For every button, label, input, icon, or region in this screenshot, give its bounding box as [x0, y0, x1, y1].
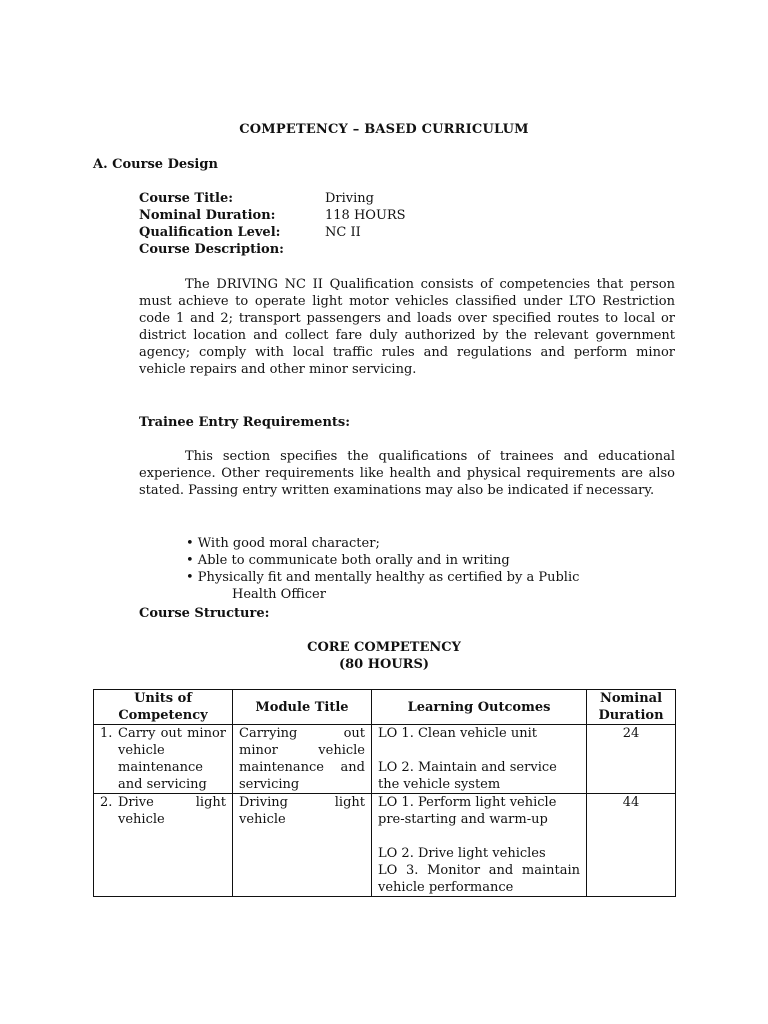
table-row	[94, 725, 676, 794]
core-competency-title: CORE COMPETENCY	[307, 640, 461, 655]
learning-outcome: LO 2. Drive light vehicles	[378, 846, 546, 861]
learning-outcome: LO 1. Perform light vehicle pre-starting and warm-up	[378, 795, 557, 827]
learning-outcomes-cell	[372, 725, 587, 794]
list-item	[186, 569, 676, 603]
learning-outcome: LO 1. Clean vehicle unit	[378, 726, 537, 741]
qualification-level-value: NC II	[325, 225, 361, 240]
list-item: • Able to communicate both orally and in writing	[186, 553, 510, 568]
core-competency-hours: (80 HOURS)	[338, 657, 430, 672]
course-structure-heading: Course Structure:	[139, 606, 270, 621]
course-title-label: Course Title:	[139, 191, 234, 206]
nominal-duration-row	[139, 207, 679, 224]
core-competency-table	[93, 689, 676, 897]
course-title-row	[139, 190, 679, 207]
trainee-entry-text: This section specifies the qualifications of trainees and educational experience. Other requirements like health and physical requirements are also stated. Passing entry written examinations may also be indicated if necessary.	[139, 449, 675, 498]
section-heading-course-design: A. Course Design	[93, 157, 218, 172]
document-title: COMPETENCY – BASED CURRICULUM	[239, 122, 529, 137]
header-units-of-competency: Units of Competency	[94, 690, 233, 725]
unit-cell	[94, 794, 233, 897]
trainee-entry-heading: Trainee Entry Requirements:	[139, 415, 351, 430]
list-item-continuation: Health Officer	[232, 587, 326, 602]
nominal-duration-label: Nominal Duration:	[139, 208, 276, 223]
qualification-level-label: Qualification Level:	[139, 225, 281, 240]
course-description-text: The DRIVING NC II Qualification consists of competencies that person must achieve to operate light motor vehicles classified under LTO Restriction code 1 and 2; transport passengers and loads over specified routes to local or district location and collect fare duly authorized by the relevant government agency; comply with local traffic rules and regulations and perform minor vehicle repairs and other minor servicing.	[139, 277, 675, 377]
course-description-row	[139, 241, 679, 258]
qualification-level-row	[139, 224, 679, 241]
unit-text: Drive light vehicle	[118, 795, 226, 827]
header-nominal-duration: Nominal Duration	[587, 690, 676, 725]
course-description-label: Course Description:	[139, 242, 284, 257]
module-cell: Carrying out minor vehicle maintenance and servicing	[233, 725, 372, 794]
list-item-text: • Physically fit and mentally healthy as certified by a Public	[186, 570, 580, 585]
module-cell: Driving light vehicle	[233, 794, 372, 897]
course-info	[139, 190, 679, 258]
learning-outcomes-cell	[372, 794, 587, 897]
duration-cell: 44	[587, 794, 676, 897]
entry-requirements-list	[186, 535, 676, 603]
unit-number: 2.	[100, 795, 113, 810]
trainee-entry-paragraph	[139, 448, 675, 499]
unit-cell	[94, 725, 233, 794]
learning-outcome: LO 3. Monitor and maintain vehicle performance	[378, 863, 580, 895]
unit-number: 1.	[100, 726, 113, 741]
nominal-duration-value: 118 HOURS	[325, 208, 406, 223]
table-header-row	[94, 690, 676, 725]
list-item: • With good moral character;	[186, 536, 380, 551]
duration-cell: 24	[587, 725, 676, 794]
learning-outcome: LO 2. Maintain and service the vehicle system	[378, 760, 557, 792]
course-description-paragraph	[139, 276, 675, 378]
unit-text: Carry out minor vehicle maintenance and servicing	[118, 726, 226, 792]
header-module-title: Module Title	[233, 690, 372, 725]
header-learning-outcomes: Learning Outcomes	[372, 690, 587, 725]
course-title-value: Driving	[325, 191, 374, 206]
table-row	[94, 794, 676, 897]
